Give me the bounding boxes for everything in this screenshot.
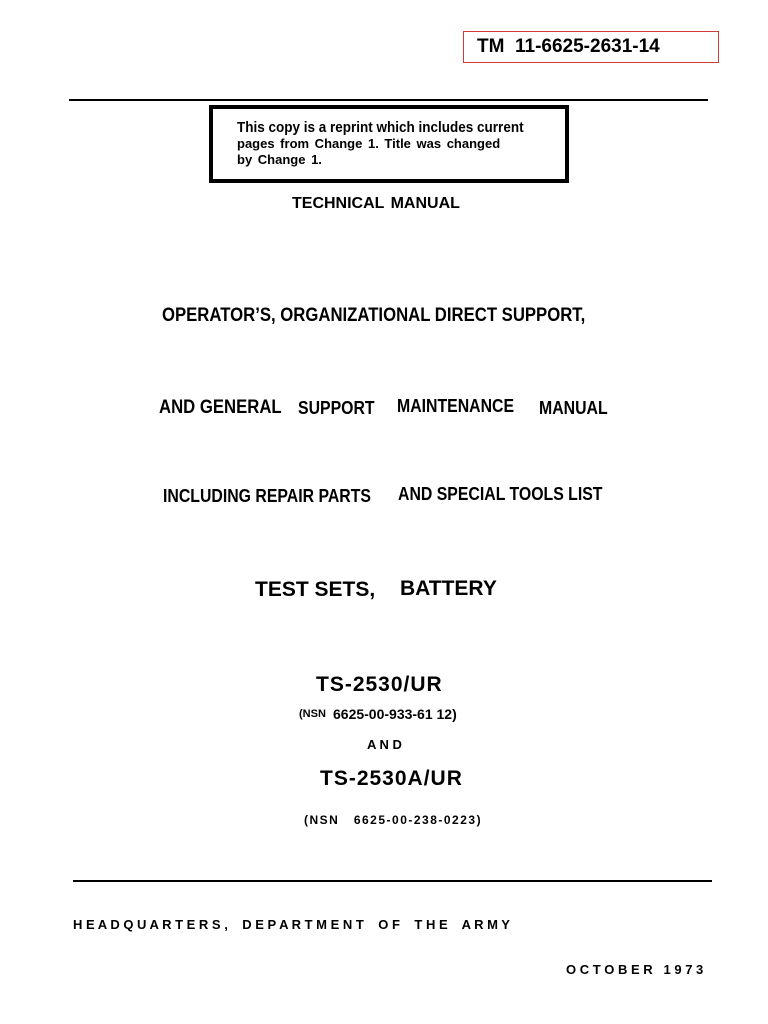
- title-line-2b: SUPPORT: [298, 398, 375, 418]
- reprint-notice-line1: This copy is a reprint which includes current: [237, 119, 524, 136]
- title-line-3a: INCLUDING REPAIR PARTS: [163, 486, 371, 506]
- title-line-2a: AND GENERAL: [159, 397, 282, 418]
- title-line-3b: AND SPECIAL TOOLS LIST: [398, 484, 603, 504]
- bottom-rule: [73, 880, 712, 882]
- model-2: TS-2530A/UR: [320, 767, 463, 790]
- top-rule: [69, 99, 708, 101]
- nsn-2: (NSN 6625-00-238-0223): [304, 813, 483, 827]
- reprint-notice-line2: pages from Change 1. Title was changed: [237, 136, 501, 151]
- title-line-2d: MANUAL: [539, 398, 608, 418]
- publication-date: O C T O B E R 1 9 7 3: [566, 962, 704, 977]
- nsn-1-value: 6625-00-933-61 12): [333, 706, 457, 722]
- reprint-notice-line3: by Change 1.: [237, 152, 322, 167]
- equipment-name-b: BATTERY: [400, 577, 497, 600]
- equipment-name-a: TEST SETS,: [255, 578, 376, 601]
- title-line-2c: MAINTENANCE: [397, 396, 515, 416]
- model-1: TS-2530/UR: [316, 673, 443, 696]
- issuer: H E A D Q U A R T E R S , D E P A R T M E N T O F T H E A R M Y: [73, 917, 510, 932]
- nsn-1-prefix: (NSN: [299, 708, 326, 720]
- conjunction-and: A N D: [367, 737, 402, 752]
- document-type: TECHNICAL MANUAL: [292, 195, 460, 212]
- title-line-1: OPERATOR’S, ORGANIZATIONAL DIRECT SUPPORT,: [162, 305, 586, 326]
- tm-number-box: TM 11-6625-2631-14: [463, 31, 719, 63]
- reprint-notice-box: [209, 105, 569, 183]
